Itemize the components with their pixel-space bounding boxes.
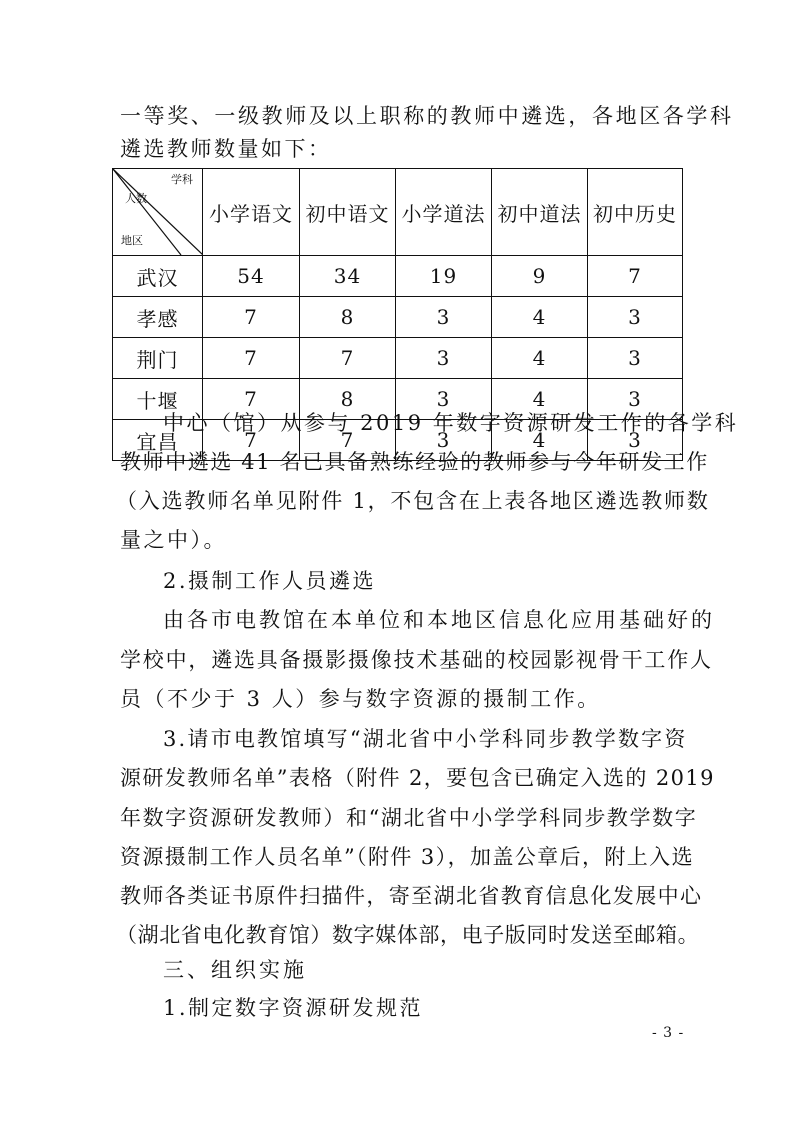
table-cell: 3 [396, 379, 492, 420]
corner-label-count: 人数 [125, 192, 147, 205]
table-cell: 19 [396, 256, 492, 297]
table-cell: 7 [300, 338, 396, 379]
page-number: - 3 - [652, 1025, 685, 1041]
table-cell: 34 [300, 256, 396, 297]
table-row-region: 十堰 [113, 379, 203, 420]
table-row [113, 338, 683, 379]
table-cell: 4 [492, 379, 588, 420]
table-cell: 8 [300, 379, 396, 420]
item3-1-title: 1.制定数字资源研发规范 [163, 996, 424, 1020]
table-cell: 7 [203, 379, 300, 420]
corner-label-subject: 学科 [171, 173, 193, 186]
table-cell: 3 [588, 379, 683, 420]
table-cell: 7 [203, 338, 300, 379]
table-cell: 7 [300, 420, 396, 461]
table-row-region: 孝感 [113, 297, 203, 338]
table-header-cell: 初中语文 [300, 169, 396, 256]
paragraph4-line5: 教师各类证书原件扫描件，寄至湖北省教育信息化发展中心 [120, 884, 703, 908]
paragraph2-line3: （入选教师名单见附件 1，不包含在上表各地区遴选教师数 [116, 489, 710, 513]
paragraph4-line4: 资源摄制工作人员名单”（附件 3），加盖公章后，附上入选 [120, 845, 694, 869]
table-cell: 7 [588, 256, 683, 297]
paragraph2-line4: 量之中）。 [120, 528, 227, 552]
table-cell: 8 [300, 297, 396, 338]
corner-label-region: 地区 [121, 234, 143, 247]
table-cell: 3 [588, 338, 683, 379]
table-row-region: 武汉 [113, 256, 203, 297]
table-cell: 54 [203, 256, 300, 297]
table-cell: 7 [203, 297, 300, 338]
table-cell: 9 [492, 256, 588, 297]
paragraph4-line6: （湖北省电化教育馆）数字媒体部，电子版同时发送至邮箱。 [116, 923, 700, 947]
table-cell: 3 [396, 420, 492, 461]
table-cell: 3 [396, 297, 492, 338]
table-row-region: 宜昌 [113, 420, 203, 461]
paragraph2-line1: 中心（馆）从参与 2019 年数字资源研发工作的各学科 [163, 411, 739, 435]
paragraph3-line1: 由各市电教馆在本单位和本地区信息化应用基础好的 [163, 608, 715, 632]
table-cell: 3 [588, 297, 683, 338]
table-cell: 4 [492, 338, 588, 379]
table-corner-header [113, 169, 203, 256]
table-cell: 3 [588, 420, 683, 461]
paragraph1-line2: 遴选教师数量如下： [120, 137, 332, 161]
table-row [113, 256, 683, 297]
paragraph3-line2: 学校中，遴选具备摄影摄像技术基础的校园影视骨干工作人 [120, 648, 713, 672]
table-cell: 3 [396, 338, 492, 379]
section-organize-implement: 三、组织实施 [163, 958, 307, 982]
paragraph4-line1: 3.请市电教馆填写“湖北省中小学科同步教学数字资 [163, 727, 688, 751]
table-header-row [113, 169, 683, 256]
table-header-cell: 初中历史 [588, 169, 683, 256]
table-header-cell: 小学道法 [396, 169, 492, 256]
paragraph2-line2: 教师中遴选 41 名已具备熟练经验的教师参与今年研发工作 [120, 450, 709, 474]
table-cell: 4 [492, 420, 588, 461]
paragraph4-line3: 年数字资源研发教师）和“湖北省中小学学科同步教学数字 [120, 806, 698, 830]
table-row [113, 297, 683, 338]
table-header-cell: 初中道法 [492, 169, 588, 256]
table-cell: 4 [492, 297, 588, 338]
paragraph1-line1: 一等奖、一级教师及以上职称的教师中遴选，各地区各学科 [120, 104, 734, 128]
table-row-region: 荆门 [113, 338, 203, 379]
paragraph3-line3: 员（不少于 3 人）参与数字资源的摄制工作。 [120, 687, 601, 711]
table-cell: 7 [203, 420, 300, 461]
item2-title: 2.摄制工作人员遴选 [163, 569, 377, 593]
paragraph4-line2: 源研发教师名单”表格（附件 2，要包含已确定入选的 2019 [120, 766, 715, 790]
table-header-cell: 小学语文 [203, 169, 300, 256]
